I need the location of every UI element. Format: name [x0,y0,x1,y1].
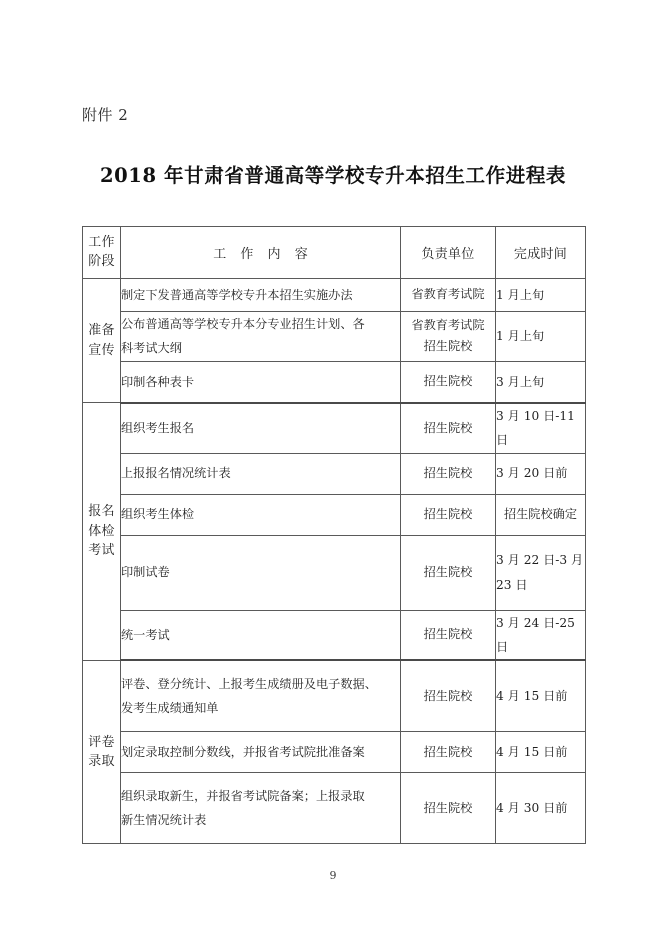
stage-cell-preparation [83,279,121,403]
page-number: 9 [329,869,337,882]
content-line1: 公布普通高等学校专升本分专业招生计划、各 [121,317,365,331]
time-cell: 招生院校确定 [496,494,586,535]
content-cell [121,312,401,362]
time-cell: 3 月 20 日前 [496,453,586,494]
table-row [83,453,586,494]
unit-cell: 招生院校 [401,494,496,535]
time-cell: 4 月 30 日前 [496,773,586,844]
table-row [83,535,586,610]
unit-cell: 招生院校 [401,453,496,494]
table-row [83,610,586,660]
time-cell: 3 月 10 日-11 日 [496,403,586,453]
content-cell: 统一考试 [121,610,401,660]
stage-cell-registration [83,403,121,661]
schedule-table [82,226,586,844]
unit-cell: 招生院校 [401,660,496,732]
table-header-row [83,227,586,279]
content-line1: 组织录取新生，并报省考试院备案；上报录取 [121,789,365,804]
column-header-unit: 负责单位 [401,227,496,279]
stage-label-line1: 准备 [88,323,115,339]
stage-cell-grading [83,660,121,844]
time-cell: 1 月上旬 [496,312,586,362]
page-title: 2018 年甘肃省普通高等学校专升本招生工作进程表 [99,164,567,187]
content-cell: 印制试卷 [121,535,401,610]
time-cell: 4 月 15 日前 [496,732,586,773]
time-cell: 4 月 15 日前 [496,660,586,732]
table-row [83,660,586,732]
content-cell: 印制各种表卡 [121,361,401,403]
stage-label-line2: 宣传 [88,342,115,358]
unit-cell: 省教育考试院 [401,279,496,312]
column-header-stage [83,227,121,279]
stage-label-line2: 体检 [88,523,115,539]
table-row [83,494,586,535]
stage-label-line1: 报名 [88,504,115,520]
unit-line1: 省教育考试院 [411,318,485,333]
time-cell: 3 月上旬 [496,361,586,403]
table-row [83,773,586,844]
content-cell: 上报报名情况统计表 [121,453,401,494]
time-cell: 3 月 22 日-3 月 23 日 [496,535,586,610]
stage-label-line3: 考试 [88,543,115,559]
content-line2: 新生情况统计表 [121,813,207,828]
time-cell: 3 月 24 日-25 日 [496,610,586,660]
unit-cell [401,312,496,362]
table-row [83,732,586,773]
unit-cell: 招生院校 [401,732,496,773]
table-row [83,403,586,453]
unit-cell: 招生院校 [401,610,496,660]
unit-line2: 招生院校 [423,339,473,354]
column-header-content: 工 作 内 容 [121,227,401,279]
content-cell: 制定下发普通高等学校专升本招生实施办法 [121,279,401,312]
table-row [83,361,586,403]
unit-cell: 招生院校 [401,535,496,610]
unit-cell: 招生院校 [401,361,496,403]
content-cell: 划定录取控制分数线，并报省考试院批准备案 [121,732,401,773]
unit-cell: 招生院校 [401,773,496,844]
content-cell [121,773,401,844]
column-header-stage-line1: 工作 [88,234,115,250]
unit-cell: 招生院校 [401,403,496,453]
time-cell: 1 月上旬 [496,279,586,312]
content-line2: 发考生成绩通知单 [121,701,219,716]
schedule-table-container [82,226,585,844]
content-line1: 评卷、登分统计、上报考生成绩册及电子数据、 [121,677,377,692]
content-cell: 组织考生体检 [121,494,401,535]
stage-label-line2: 录取 [88,754,115,770]
content-cell: 组织考生报名 [121,403,401,453]
content-cell [121,660,401,732]
content-line2: 科考试大纲 [121,341,182,356]
column-header-stage-line2: 阶段 [88,253,115,269]
attachment-label: 附件 2 [82,106,129,124]
table-row [83,279,586,312]
stage-label-line1: 评卷 [88,734,115,750]
column-header-time: 完成时间 [496,227,586,279]
table-row [83,312,586,362]
